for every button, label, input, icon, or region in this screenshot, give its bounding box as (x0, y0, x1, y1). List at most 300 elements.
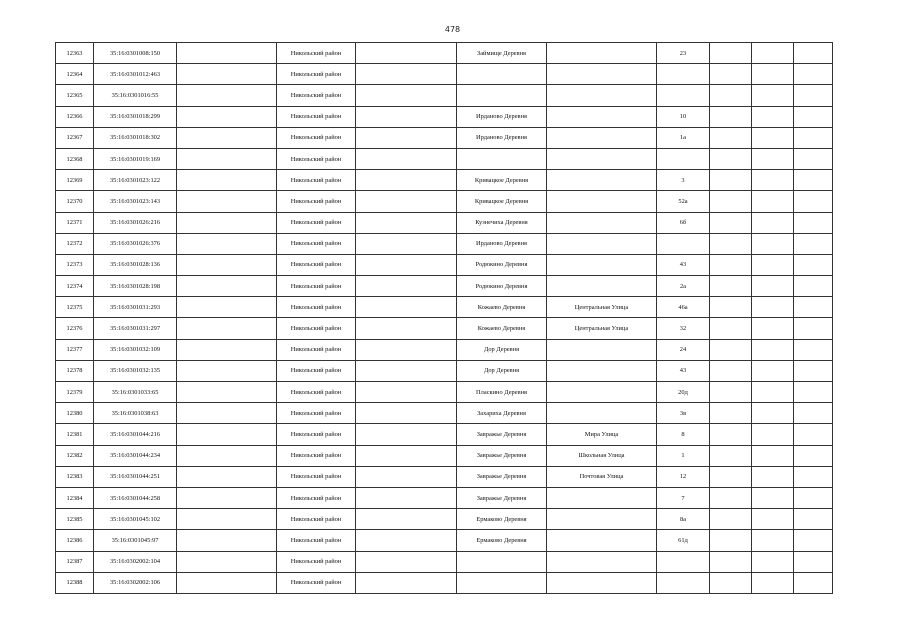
street-cell: Мира Улица (547, 424, 657, 445)
empty-cell (710, 445, 752, 466)
empty-cell (356, 191, 457, 212)
empty-cell (356, 487, 457, 508)
empty-cell (177, 403, 277, 424)
empty-cell (356, 148, 457, 169)
table-row (56, 64, 833, 85)
empty-cell (794, 318, 833, 339)
settlement-cell: Завражье Деревня (457, 466, 547, 487)
street-cell (547, 360, 657, 381)
table-row (56, 466, 833, 487)
empty-cell (794, 64, 833, 85)
settlement-cell: Кожаево Деревня (457, 318, 547, 339)
settlement-cell (457, 148, 547, 169)
table-row (56, 43, 833, 64)
row-number-cell: 12374 (56, 276, 94, 297)
empty-cell (710, 127, 752, 148)
house-number-cell: 52а (657, 191, 710, 212)
empty-cell (752, 360, 794, 381)
empty-cell (356, 445, 457, 466)
settlement-cell: Завражье Деревня (457, 487, 547, 508)
empty-cell (356, 551, 457, 572)
cadastral-number-cell: 35:16:0301032:109 (94, 339, 177, 360)
district-cell: Никольский район (277, 509, 356, 530)
settlement-cell: Ирданово Деревня (457, 127, 547, 148)
empty-cell (356, 360, 457, 381)
table-row (56, 106, 833, 127)
empty-cell (752, 297, 794, 318)
empty-cell (710, 487, 752, 508)
cadastral-number-cell: 35:16:0301023:122 (94, 170, 177, 191)
empty-cell (356, 530, 457, 551)
empty-cell (794, 127, 833, 148)
house-number-cell: 46а (657, 297, 710, 318)
house-number-cell (657, 572, 710, 593)
empty-cell (794, 212, 833, 233)
empty-cell (710, 318, 752, 339)
row-number-cell: 12364 (56, 64, 94, 85)
table-row (56, 424, 833, 445)
empty-cell (177, 318, 277, 339)
cadastral-number-cell: 35:16:0301016:55 (94, 85, 177, 106)
empty-cell (177, 127, 277, 148)
district-cell: Никольский район (277, 85, 356, 106)
house-number-cell: 61д (657, 530, 710, 551)
empty-cell (356, 233, 457, 254)
settlement-cell (457, 551, 547, 572)
street-cell: Школьная Улица (547, 445, 657, 466)
table-row (56, 509, 833, 530)
empty-cell (794, 191, 833, 212)
settlement-cell: Кузнечиха Деревня (457, 212, 547, 233)
empty-cell (177, 445, 277, 466)
cadastral-number-cell: 35:16:0301044:251 (94, 466, 177, 487)
empty-cell (794, 382, 833, 403)
empty-cell (794, 487, 833, 508)
row-number-cell: 12387 (56, 551, 94, 572)
empty-cell (752, 233, 794, 254)
cadastral-number-cell: 35:16:0301028:136 (94, 254, 177, 275)
empty-cell (752, 403, 794, 424)
district-cell: Никольский район (277, 360, 356, 381)
cadastral-number-cell: 35:16:0301018:302 (94, 127, 177, 148)
street-cell (547, 64, 657, 85)
empty-cell (177, 170, 277, 191)
empty-cell (794, 509, 833, 530)
street-cell (547, 212, 657, 233)
empty-cell (752, 530, 794, 551)
district-cell: Никольский район (277, 572, 356, 593)
district-cell: Никольский район (277, 382, 356, 403)
table-row (56, 212, 833, 233)
house-number-cell (657, 64, 710, 85)
street-cell (547, 191, 657, 212)
settlement-cell: Дор Деревня (457, 360, 547, 381)
empty-cell (710, 106, 752, 127)
street-cell (547, 127, 657, 148)
empty-cell (752, 191, 794, 212)
empty-cell (356, 572, 457, 593)
district-cell: Никольский район (277, 43, 356, 64)
house-number-cell: 20д (657, 382, 710, 403)
street-cell (547, 530, 657, 551)
cadastral-number-cell: 35:16:0302002:106 (94, 572, 177, 593)
empty-cell (710, 466, 752, 487)
empty-cell (177, 297, 277, 318)
cadastral-number-cell: 35:16:0301044:216 (94, 424, 177, 445)
cadastral-number-cell: 35:16:0301033:65 (94, 382, 177, 403)
empty-cell (752, 254, 794, 275)
street-cell (547, 233, 657, 254)
street-cell (547, 106, 657, 127)
row-number-cell: 12369 (56, 170, 94, 191)
street-cell (547, 403, 657, 424)
empty-cell (794, 551, 833, 572)
settlement-cell (457, 64, 547, 85)
table-row (56, 530, 833, 551)
house-number-cell: 1 (657, 445, 710, 466)
empty-cell (794, 572, 833, 593)
district-cell: Никольский район (277, 339, 356, 360)
house-number-cell (657, 551, 710, 572)
district-cell: Никольский район (277, 191, 356, 212)
settlement-cell: Ирданово Деревня (457, 233, 547, 254)
house-number-cell: 12 (657, 466, 710, 487)
district-cell: Никольский район (277, 170, 356, 191)
empty-cell (752, 148, 794, 169)
empty-cell (752, 276, 794, 297)
house-number-cell: 8а (657, 509, 710, 530)
table-row (56, 127, 833, 148)
house-number-cell (657, 148, 710, 169)
empty-cell (752, 445, 794, 466)
house-number-cell: 3в (657, 403, 710, 424)
settlement-cell: Кожаево Деревня (457, 297, 547, 318)
empty-cell (794, 106, 833, 127)
row-number-cell: 12372 (56, 233, 94, 254)
district-cell: Никольский район (277, 106, 356, 127)
row-number-cell: 12367 (56, 127, 94, 148)
row-number-cell: 12373 (56, 254, 94, 275)
street-cell (547, 85, 657, 106)
empty-cell (710, 212, 752, 233)
table-row (56, 445, 833, 466)
empty-cell (752, 170, 794, 191)
empty-cell (177, 509, 277, 530)
empty-cell (794, 445, 833, 466)
house-number-cell: 3 (657, 170, 710, 191)
table-row (56, 170, 833, 191)
settlement-cell: Родюкино Деревня (457, 254, 547, 275)
house-number-cell: 43 (657, 254, 710, 275)
empty-cell (356, 43, 457, 64)
table-row (56, 233, 833, 254)
empty-cell (794, 530, 833, 551)
empty-cell (752, 339, 794, 360)
street-cell (547, 254, 657, 275)
empty-cell (356, 85, 457, 106)
house-number-cell: 1а (657, 127, 710, 148)
empty-cell (177, 212, 277, 233)
empty-cell (177, 339, 277, 360)
empty-cell (356, 297, 457, 318)
cadastral-number-cell: 35:16:0301038:63 (94, 403, 177, 424)
district-cell: Никольский район (277, 127, 356, 148)
cadastral-number-cell: 35:16:0301026:216 (94, 212, 177, 233)
empty-cell (752, 212, 794, 233)
empty-cell (710, 572, 752, 593)
table-row (56, 148, 833, 169)
empty-cell (177, 85, 277, 106)
house-number-cell: 43 (657, 360, 710, 381)
empty-cell (752, 85, 794, 106)
row-number-cell: 12381 (56, 424, 94, 445)
table-row (56, 339, 833, 360)
street-cell (547, 382, 657, 403)
row-number-cell: 12380 (56, 403, 94, 424)
empty-cell (177, 43, 277, 64)
empty-cell (752, 127, 794, 148)
empty-cell (794, 233, 833, 254)
row-number-cell: 12371 (56, 212, 94, 233)
table-row (56, 403, 833, 424)
empty-cell (356, 106, 457, 127)
empty-cell (794, 85, 833, 106)
row-number-cell: 12386 (56, 530, 94, 551)
district-cell: Никольский район (277, 487, 356, 508)
street-cell: Почтовая Улица (547, 466, 657, 487)
empty-cell (177, 530, 277, 551)
empty-cell (794, 148, 833, 169)
row-number-cell: 12377 (56, 339, 94, 360)
empty-cell (177, 572, 277, 593)
row-number-cell: 12363 (56, 43, 94, 64)
empty-cell (794, 360, 833, 381)
cadastral-number-cell: 35:16:0301028:198 (94, 276, 177, 297)
empty-cell (356, 254, 457, 275)
cadastral-number-cell: 35:16:0301031:297 (94, 318, 177, 339)
settlement-cell: Завражье Деревня (457, 424, 547, 445)
house-number-cell: 32 (657, 318, 710, 339)
empty-cell (710, 509, 752, 530)
empty-cell (752, 509, 794, 530)
table-row (56, 382, 833, 403)
empty-cell (710, 360, 752, 381)
empty-cell (752, 466, 794, 487)
row-number-cell: 12376 (56, 318, 94, 339)
row-number-cell: 12378 (56, 360, 94, 381)
table-row (56, 254, 833, 275)
empty-cell (794, 424, 833, 445)
settlement-cell: Кривацкое Деревня (457, 170, 547, 191)
house-number-cell (657, 85, 710, 106)
row-number-cell: 12385 (56, 509, 94, 530)
empty-cell (356, 318, 457, 339)
table-row (56, 551, 833, 572)
row-number-cell: 12375 (56, 297, 94, 318)
cadastral-number-cell: 35:16:0302002:104 (94, 551, 177, 572)
empty-cell (710, 191, 752, 212)
district-cell: Никольский район (277, 233, 356, 254)
row-number-cell: 12379 (56, 382, 94, 403)
district-cell: Никольский район (277, 276, 356, 297)
settlement-cell: Ермаково Деревня (457, 530, 547, 551)
empty-cell (356, 509, 457, 530)
cadastral-number-cell: 35:16:0301045:97 (94, 530, 177, 551)
table-row (56, 360, 833, 381)
empty-cell (710, 148, 752, 169)
empty-cell (710, 254, 752, 275)
street-cell (547, 551, 657, 572)
empty-cell (752, 424, 794, 445)
empty-cell (710, 85, 752, 106)
district-cell: Никольский район (277, 148, 356, 169)
settlement-cell (457, 572, 547, 593)
empty-cell (177, 148, 277, 169)
empty-cell (710, 530, 752, 551)
row-number-cell: 12382 (56, 445, 94, 466)
settlement-cell: Дор Деревня (457, 339, 547, 360)
row-number-cell: 12388 (56, 572, 94, 593)
cadastral-number-cell: 35:16:0301032:135 (94, 360, 177, 381)
empty-cell (710, 64, 752, 85)
empty-cell (177, 466, 277, 487)
settlement-cell: Пласкино Деревня (457, 382, 547, 403)
empty-cell (752, 43, 794, 64)
empty-cell (177, 64, 277, 85)
street-cell: Центральная Улица (547, 297, 657, 318)
empty-cell (710, 339, 752, 360)
empty-cell (356, 276, 457, 297)
cadastral-number-cell: 35:16:0301008:150 (94, 43, 177, 64)
table-row (56, 318, 833, 339)
row-number-cell: 12365 (56, 85, 94, 106)
table-row (56, 85, 833, 106)
street-cell (547, 148, 657, 169)
empty-cell (177, 276, 277, 297)
house-number-cell: 6б (657, 212, 710, 233)
cadastral-number-cell: 35:16:0301026:376 (94, 233, 177, 254)
street-cell (547, 339, 657, 360)
district-cell: Никольский район (277, 445, 356, 466)
empty-cell (752, 487, 794, 508)
settlement-cell: Займище Деревня (457, 43, 547, 64)
district-cell: Никольский район (277, 318, 356, 339)
empty-cell (710, 424, 752, 445)
empty-cell (752, 382, 794, 403)
street-cell: Центральная Улица (547, 318, 657, 339)
settlement-cell: Захариха Деревня (457, 403, 547, 424)
cadastral-number-cell: 35:16:0301018:299 (94, 106, 177, 127)
empty-cell (177, 551, 277, 572)
row-number-cell: 12368 (56, 148, 94, 169)
table-row (56, 487, 833, 508)
empty-cell (356, 424, 457, 445)
house-number-cell: 2а (657, 276, 710, 297)
empty-cell (177, 191, 277, 212)
cadastral-number-cell: 35:16:0301031:293 (94, 297, 177, 318)
cadastral-number-cell: 35:16:0301023:143 (94, 191, 177, 212)
empty-cell (710, 276, 752, 297)
empty-cell (356, 466, 457, 487)
street-cell (547, 509, 657, 530)
empty-cell (794, 254, 833, 275)
empty-cell (177, 106, 277, 127)
empty-cell (177, 487, 277, 508)
street-cell (547, 170, 657, 191)
empty-cell (794, 276, 833, 297)
street-cell (547, 43, 657, 64)
cadastral-number-cell: 35:16:0301045:102 (94, 509, 177, 530)
empty-cell (177, 233, 277, 254)
empty-cell (752, 64, 794, 85)
settlement-cell: Ермаково Деревня (457, 509, 547, 530)
street-cell (547, 276, 657, 297)
empty-cell (177, 424, 277, 445)
district-cell: Никольский район (277, 403, 356, 424)
empty-cell (794, 43, 833, 64)
house-number-cell: 10 (657, 106, 710, 127)
settlement-cell: Ирданово Деревня (457, 106, 547, 127)
settlement-cell: Кривацкое Деревня (457, 191, 547, 212)
district-cell: Никольский район (277, 551, 356, 572)
district-cell: Никольский район (277, 466, 356, 487)
empty-cell (710, 403, 752, 424)
empty-cell (356, 127, 457, 148)
house-number-cell: 23 (657, 43, 710, 64)
cadastral-number-cell: 35:16:0301019:169 (94, 148, 177, 169)
district-cell: Никольский район (277, 254, 356, 275)
row-number-cell: 12370 (56, 191, 94, 212)
cadastral-number-cell: 35:16:0301044:234 (94, 445, 177, 466)
table-row (56, 276, 833, 297)
table-row (56, 297, 833, 318)
district-cell: Никольский район (277, 424, 356, 445)
empty-cell (752, 551, 794, 572)
settlement-cell: Завражье Деревня (457, 445, 547, 466)
district-cell: Никольский район (277, 212, 356, 233)
empty-cell (356, 212, 457, 233)
empty-cell (752, 106, 794, 127)
empty-cell (794, 403, 833, 424)
settlement-cell (457, 85, 547, 106)
empty-cell (356, 403, 457, 424)
house-number-cell: 24 (657, 339, 710, 360)
empty-cell (794, 466, 833, 487)
empty-cell (356, 64, 457, 85)
registry-table (55, 42, 833, 594)
cadastral-number-cell: 35:16:0301044:258 (94, 487, 177, 508)
registry-body (56, 43, 833, 594)
street-cell (547, 487, 657, 508)
empty-cell (710, 233, 752, 254)
empty-cell (752, 318, 794, 339)
empty-cell (710, 382, 752, 403)
district-cell: Никольский район (277, 64, 356, 85)
empty-cell (177, 382, 277, 403)
empty-cell (710, 170, 752, 191)
empty-cell (794, 339, 833, 360)
table-row (56, 191, 833, 212)
empty-cell (356, 339, 457, 360)
house-number-cell: 7 (657, 487, 710, 508)
empty-cell (356, 382, 457, 403)
empty-cell (794, 170, 833, 191)
row-number-cell: 12383 (56, 466, 94, 487)
cadastral-number-cell: 35:16:0301012:463 (94, 64, 177, 85)
house-number-cell (657, 233, 710, 254)
empty-cell (177, 254, 277, 275)
row-number-cell: 12384 (56, 487, 94, 508)
